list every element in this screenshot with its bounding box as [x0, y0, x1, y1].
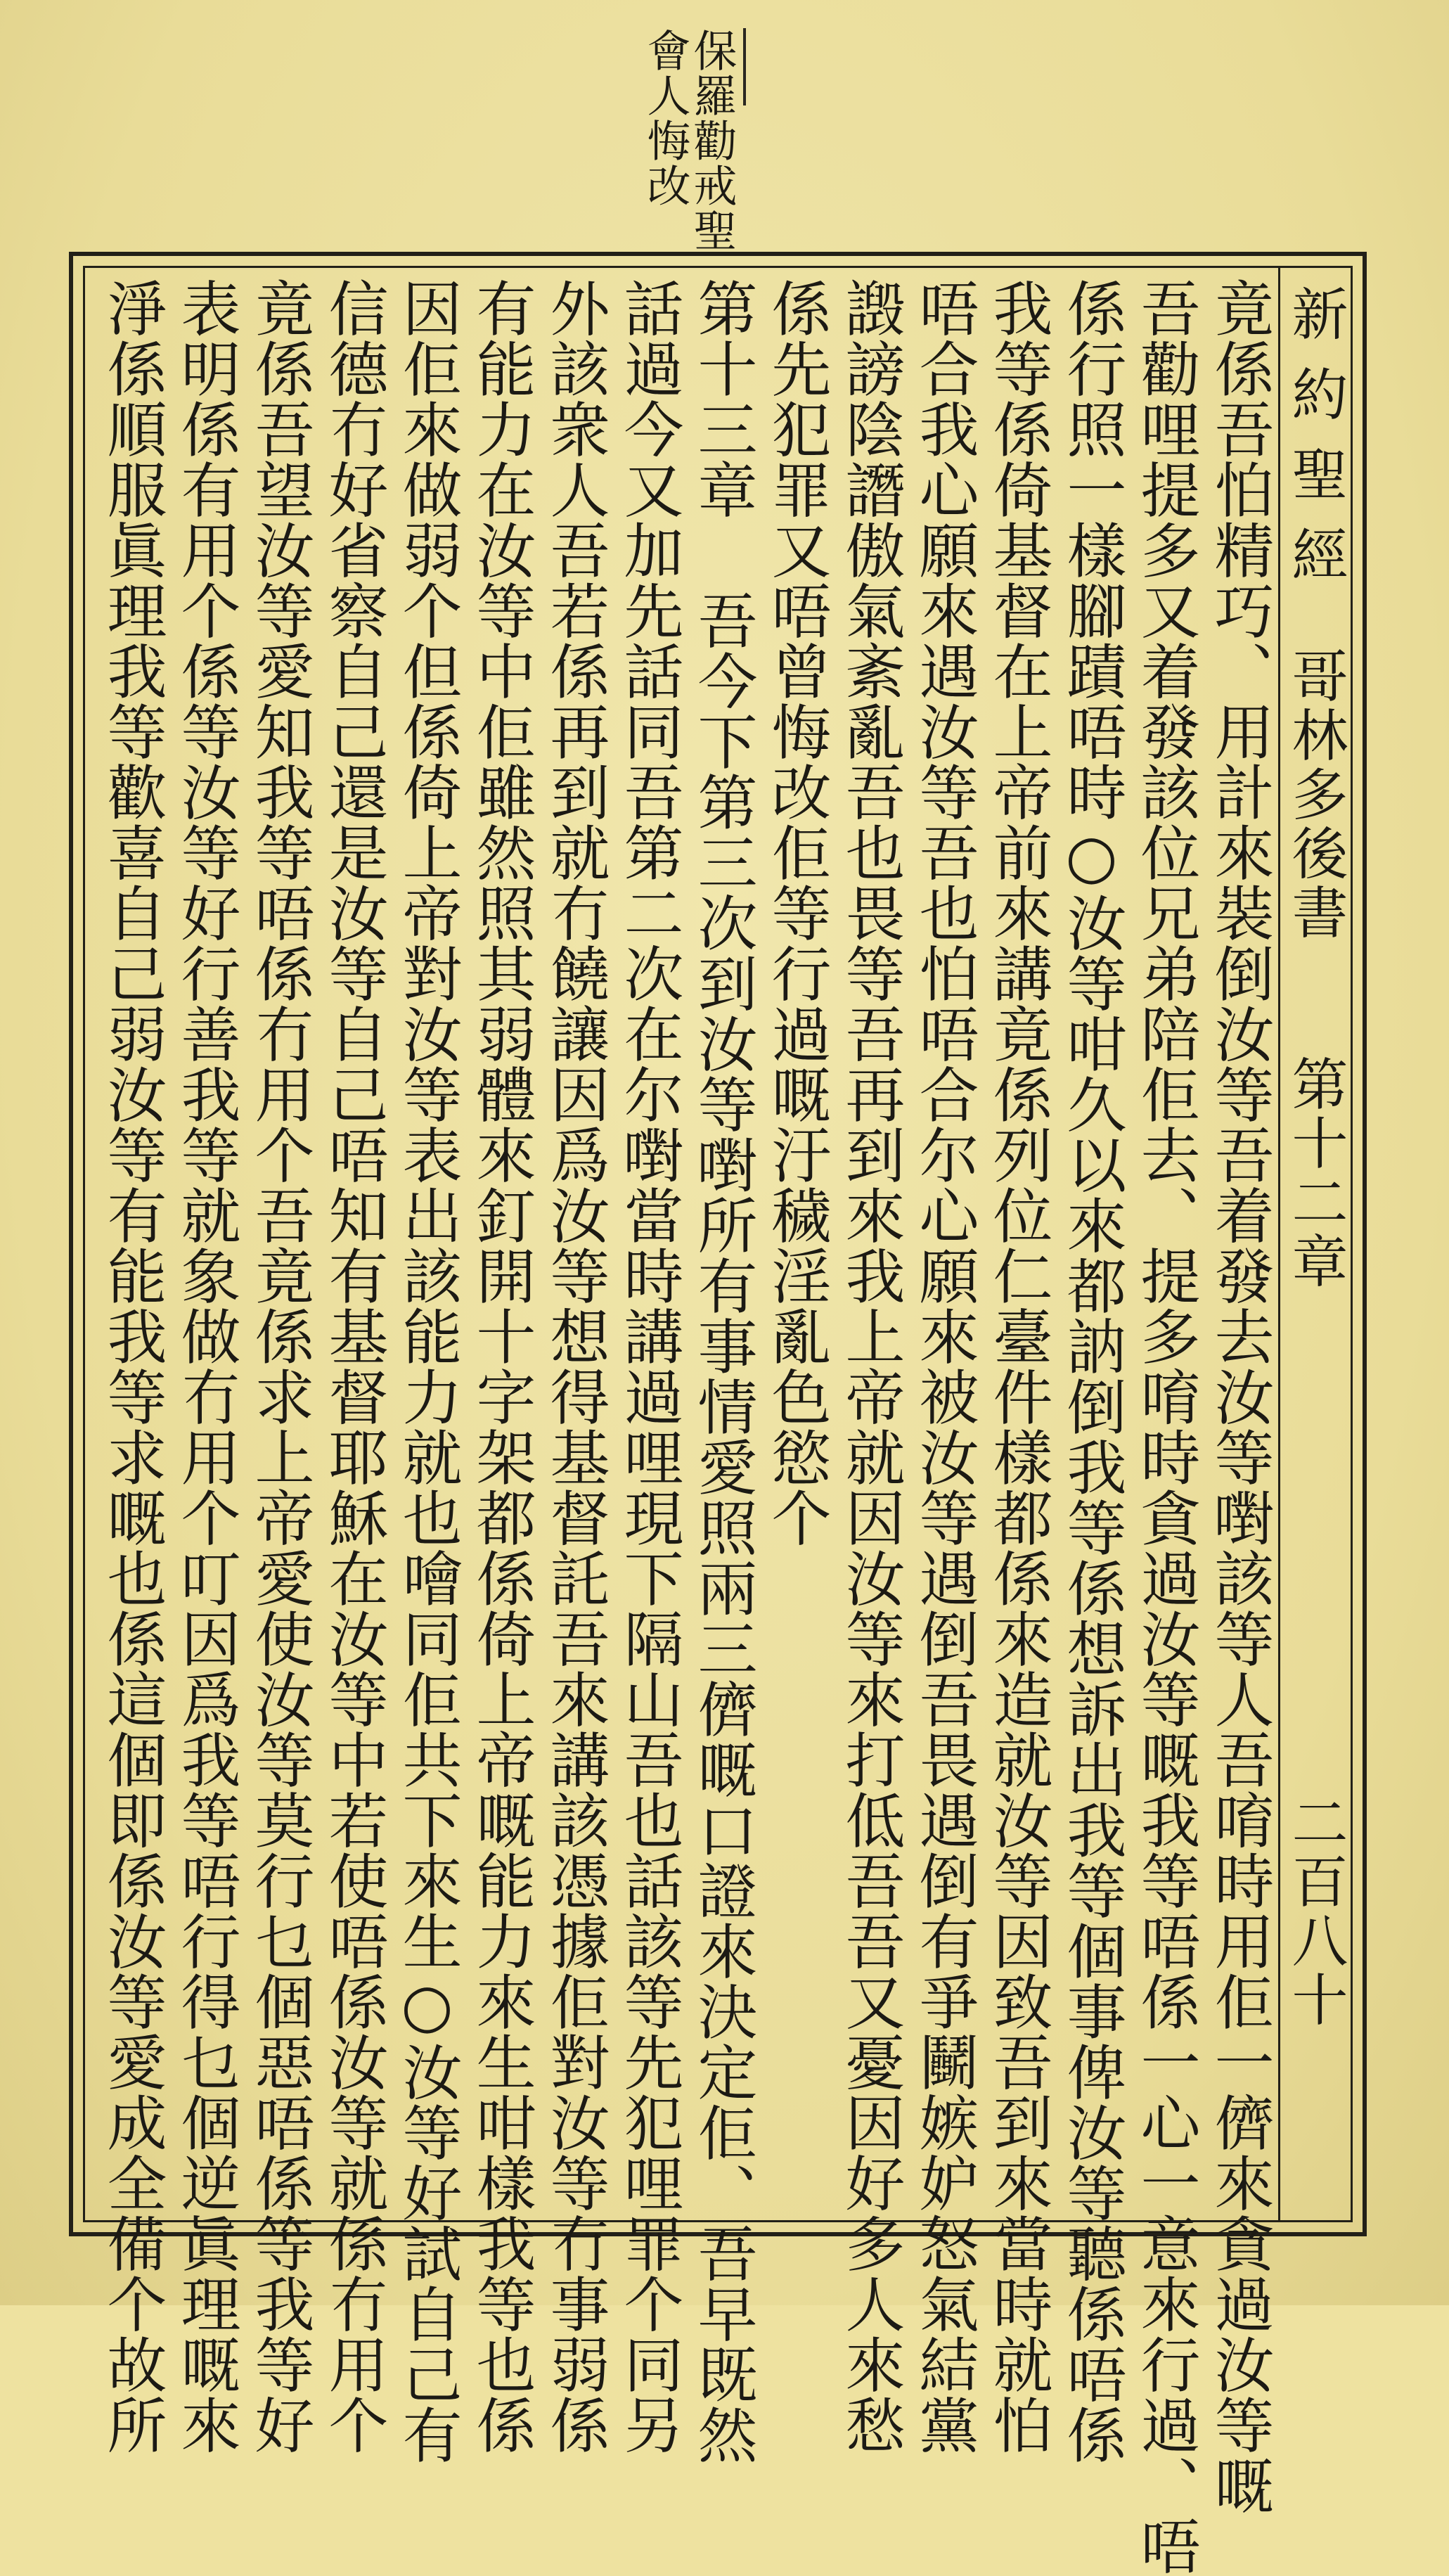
text-column: 表明係有用个係等汝等好行善我等就象做冇用个叮因爲我等唔行得乜個逆眞理嘅來 [171, 278, 240, 2455]
text-column: 有能力在汝等中佢雖然照其弱體來釘開十字架都係倚上帝嘅能力來生咁樣我等也係 [466, 278, 536, 2455]
text-column: 淨係順服眞理我等歡喜自己弱汝等有能我等求嘅也係這個即係汝等愛成全備个故所 [97, 278, 167, 2455]
header-chapter: 第十二章 [1282, 1055, 1348, 1291]
text-column: 第十三章 吾今下第三次到汝等嚉所有事情愛照兩三儕嘅口證來決定佢、吾早既然 [688, 278, 757, 2465]
text-column: 竟係吾怕精巧、用計來裝倒汝等吾着發去汝等嚉該等人吾唷時用佢一儕來貪過汝等嘅 [1204, 278, 1274, 2516]
bleed-through-text [390, 28, 434, 208]
text-column: 我等係倚基督在上帝前來講竟係列位仁臺件樣都係來造就汝等因致吾到來當時就怕 [983, 278, 1052, 2455]
text-column: 外該衆人吾若係再到就冇饒讓因爲汝等想得基督託吾來講該憑據佢對汝等冇事弱係 [540, 278, 610, 2455]
text-column: 竟係吾望汝等愛知我等唔係冇用个吾竟係求上帝愛使汝等莫行乜個惡唔係等我等好 [245, 278, 314, 2455]
text-column: 唔合我心願來遇汝等吾也怕唔合尔心願來被汝等遇倒吾畏遇倒有爭鬭嫉妒怒氣結黨 [909, 278, 979, 2455]
text-column: 吾勸哩提多又着發該位兄弟陪佢去、提多唷時貪過汝等嘅我等唔係一心一意來行過、唔 [1131, 278, 1200, 2576]
text-column: 係行照一樣腳蹟唔時○汝等咁久以來都訥倒我等係想訴出我等個事俾汝等聽係唔係 [1057, 278, 1126, 2465]
text-column: 係先犯罪又唔曾悔改佢等行過嘅汙穢淫亂色慾个 [761, 278, 831, 1548]
margin-heading-bar [743, 28, 746, 105]
header-epistle: 哥林多後書 [1282, 647, 1348, 942]
margin-heading-line1: 保羅勸戒聖 [686, 28, 738, 253]
text-column: 因佢來做弱个但係倚上帝對汝等表出該能力就也噲同佢共下來生○汝等好試自己有 [392, 278, 462, 2465]
margin-heading-line2: 會人悔改 [640, 28, 691, 208]
text-column: 譭謗陰譖傲氣紊亂吾也畏等吾再到來我上帝就因汝等來打低吾吾又憂因好多人來愁 [835, 278, 905, 2455]
text-column: 信德冇好省察自己還是汝等自己唔知有基督耶穌在汝等中若使唔係汝等就係冇用个 [318, 278, 388, 2455]
text-column: 話過今又加先話同吾第二次在尔嚉當時講過哩現下隔山吾也話該等先犯哩罪个同另 [614, 278, 683, 2455]
text-body [97, 278, 1274, 2576]
header-book-title: 新約聖經 [1282, 285, 1348, 605]
header-page-number: 二百八十 [1282, 1793, 1348, 2030]
margin-heading [640, 28, 746, 253]
